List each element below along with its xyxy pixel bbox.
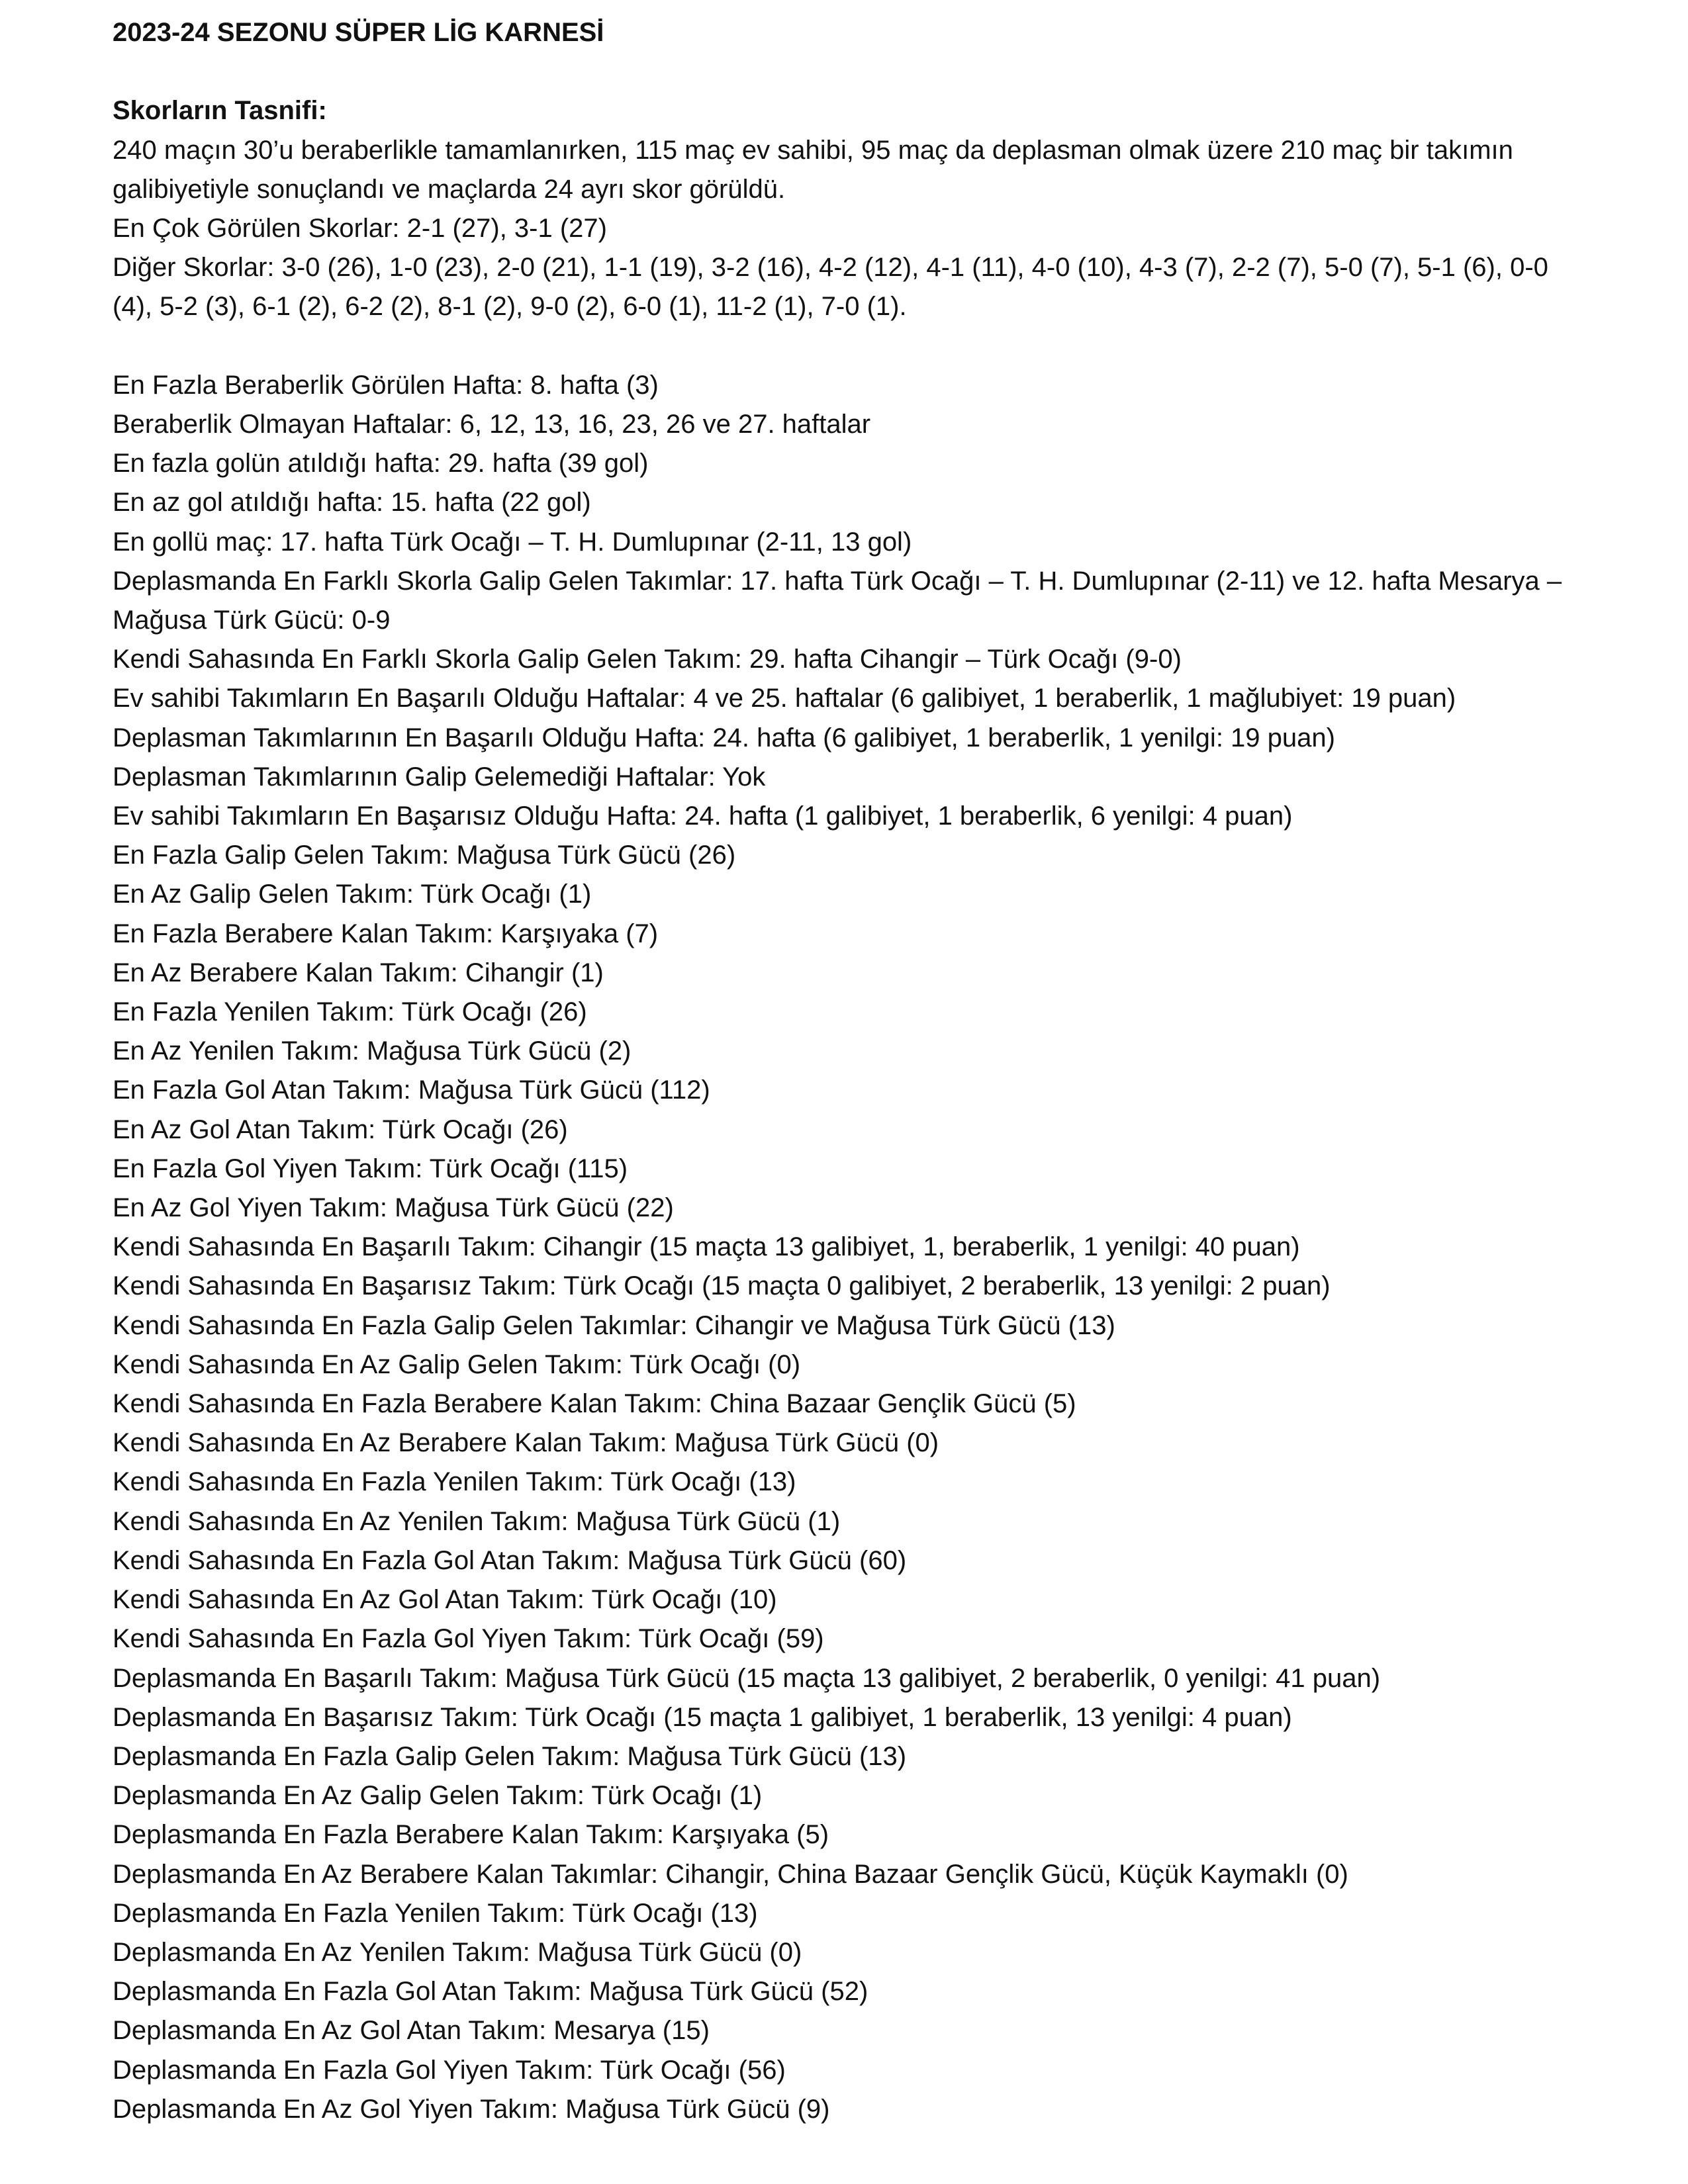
stat-line: En Az Yenilen Takım: Mağusa Türk Gücü (2)	[113, 1036, 632, 1066]
stat-line: Deplasmanda En Az Galip Gelen Takım: Türk Ocağı (1)	[113, 1781, 763, 1811]
stat-line: En az gol atıldığı hafta: 15. hafta (22 gol)	[113, 488, 591, 518]
stat-line: Kendi Sahasında En Az Galip Gelen Takım: Türk Ocağı (0)	[113, 1349, 801, 1379]
stat-line: Deplasmanda En Az Berabere Kalan Takımlar: Cihangir, China Bazaar Gençlik Gücü, Küçük Kaymaklı (0)	[113, 1859, 1348, 1889]
spacer	[113, 52, 1569, 91]
stat-line: En Fazla Berabere Kalan Takım: Karşıyaka (7)	[113, 919, 659, 948]
stat-line: Deplasmanda En Başarılı Takım: Mağusa Türk Gücü (15 maçta 13 galibiyet, 2 beraberlik, 0 yenilgi: 41 puan)	[113, 1663, 1381, 1693]
document-title: 2023-24 SEZONU SÜPER LİG KARNESİ	[113, 18, 604, 47]
stat-line: Deplasmanda En Fazla Galip Gelen Takım: Mağusa Türk Gücü (13)	[113, 1741, 907, 1771]
stat-line: En Az Galip Gelen Takım: Türk Ocağı (1)	[113, 880, 592, 909]
stat-line: Kendi Sahasında En Farklı Skorla Galip Gelen Takım: 29. hafta Cihangir – Türk Ocağı (9-0)	[113, 645, 1182, 674]
stat-line: Ev sahibi Takımların En Başarısız Olduğu Hafta: 24. hafta (1 galibiyet, 1 beraberlik, 6 yenilgi: 4 puan)	[113, 801, 1293, 831]
stat-line: Ev sahibi Takımların En Başarılı Olduğu Haftalar: 4 ve 25. haftalar (6 galibiyet, 1 beraberlik, 1 mağlubiyet: 19 puan)	[113, 684, 1456, 713]
stat-line: En Az Gol Yiyen Takım: Mağusa Türk Gücü (22)	[113, 1193, 674, 1223]
stat-line: Beraberlik Olmayan Haftalar: 6, 12, 13, 16, 23, 26 ve 27. haftalar	[113, 410, 871, 439]
stat-line: En Fazla Gol Atan Takım: Mağusa Türk Gücü (112)	[113, 1075, 710, 1105]
section-title: Skorların Tasnifi:	[113, 96, 327, 126]
stat-line: Kendi Sahasında En Başarılı Takım: Cihangir (15 maçta 13 galibiyet, 1, beraberlik, 1 yenilgi: 40 puan)	[113, 1232, 1300, 1262]
stat-line: En Az Berabere Kalan Takım: Cihangir (1)	[113, 958, 604, 987]
stat-line: Deplasmanda En Fazla Gol Atan Takım: Mağusa Türk Gücü (52)	[113, 1977, 868, 2007]
stat-line: Deplasmanda En Başarısız Takım: Türk Ocağı (15 maçta 1 galibiyet, 1 beraberlik, 13 yenilgi: 4 puan)	[113, 1702, 1292, 1732]
stat-line: En Fazla Yenilen Takım: Türk Ocağı (26)	[113, 997, 587, 1027]
stat-line: Kendi Sahasında En Az Gol Atan Takım: Türk Ocağı (10)	[113, 1585, 777, 1615]
stat-line: Kendi Sahasında En Başarısız Takım: Türk Ocağı (15 maçta 0 galibiyet, 2 beraberlik, 13 yenilgi: 2 puan)	[113, 1271, 1331, 1301]
other-scores: Diğer Skorlar: 3-0 (26), 1-0 (23), 2-0 (21), 1-1 (19), 3-2 (16), 4-2 (12), 4-1 (11), 4-0 (10), 4-3 (7), 2-2 (7), 5-0 (7), 5-1 (6), 0-0 (4), 5-2 (3), 6-1 (2), 6-2 (2), 8-1 (2), 9-0 (2), 6-0 (1), 11-2 (1), 7-0 (1).	[113, 253, 1548, 322]
spacer	[113, 327, 1569, 366]
stat-line: Kendi Sahasında En Fazla Gol Atan Takım: Mağusa Türk Gücü (60)	[113, 1545, 907, 1575]
stat-line: Kendi Sahasında En Fazla Yenilen Takım: Türk Ocağı (13)	[113, 1467, 796, 1497]
stat-line: Kendi Sahasında En Az Berabere Kalan Takım: Mağusa Türk Gücü (0)	[113, 1428, 939, 1458]
stat-line: Deplasmanda En Az Gol Atan Takım: Mesarya (15)	[113, 2016, 710, 2046]
stat-line: Deplasmanda En Fazla Gol Yiyen Takım: Türk Ocağı (56)	[113, 2055, 786, 2085]
intro-paragraph: 240 maçın 30’u beraberlikle tamamlanırken, 115 maç ev sahibi, 95 maç da deplasman olmak üzere 210 maç bir takımın galibiyetiyle sonuçlandı ve maçlarda 24 ayrı skor görüldü.	[113, 135, 1513, 204]
stat-line: Kendi Sahasında En Fazla Gol Yiyen Takım: Türk Ocağı (59)	[113, 1624, 824, 1654]
stat-line: Deplasman Takımlarının En Başarılı Olduğu Hafta: 24. hafta (6 galibiyet, 1 beraberlik, 1 yenilgi: 19 puan)	[113, 723, 1335, 752]
stat-line: Deplasman Takımlarının Galip Gelemediği Haftalar: Yok	[113, 762, 766, 792]
stat-line: Deplasmanda En Fazla Berabere Kalan Takım: Karşıyaka (5)	[113, 1820, 829, 1850]
stats-list	[113, 366, 1569, 2129]
stat-line: Kendi Sahasında En Fazla Berabere Kalan Takım: China Bazaar Gençlik Gücü (5)	[113, 1389, 1076, 1419]
stat-line: Deplasmanda En Az Yenilen Takım: Mağusa Türk Gücü (0)	[113, 1937, 802, 1967]
stat-line: Kendi Sahasında En Fazla Galip Gelen Takımlar: Cihangir ve Mağusa Türk Gücü (13)	[113, 1310, 1115, 1340]
stat-line: En Az Gol Atan Takım: Türk Ocağı (26)	[113, 1115, 568, 1144]
stat-line: En fazla golün atıldığı hafta: 29. hafta (39 gol)	[113, 449, 649, 478]
most-common-scores: En Çok Görülen Skorlar: 2-1 (27), 3-1 (27)	[113, 214, 607, 243]
stat-line: Kendi Sahasında En Az Yenilen Takım: Mağusa Türk Gücü (1)	[113, 1506, 841, 1536]
stat-line: En Fazla Gol Yiyen Takım: Türk Ocağı (115)	[113, 1154, 628, 1183]
stat-line: En gollü maç: 17. hafta Türk Ocağı – T. H. Dumlupınar (2-11, 13 gol)	[113, 527, 912, 557]
document-page	[113, 13, 1569, 2129]
stat-line: Deplasmanda En Farklı Skorla Galip Gelen Takımlar: 17. hafta Türk Ocağı – T. H. Dumlupınar (2-11) ve 12. hafta Mesarya – Mağusa Türk Gücü: 0-9	[113, 566, 1562, 635]
stat-line: En Fazla Galip Gelen Takım: Mağusa Türk Gücü (26)	[113, 841, 736, 870]
stat-line: Deplasmanda En Az Gol Yiyen Takım: Mağusa Türk Gücü (9)	[113, 2094, 830, 2124]
stat-line: Deplasmanda En Fazla Yenilen Takım: Türk Ocağı (13)	[113, 1898, 758, 1928]
stat-line: En Fazla Beraberlik Görülen Hafta: 8. hafta (3)	[113, 370, 659, 400]
